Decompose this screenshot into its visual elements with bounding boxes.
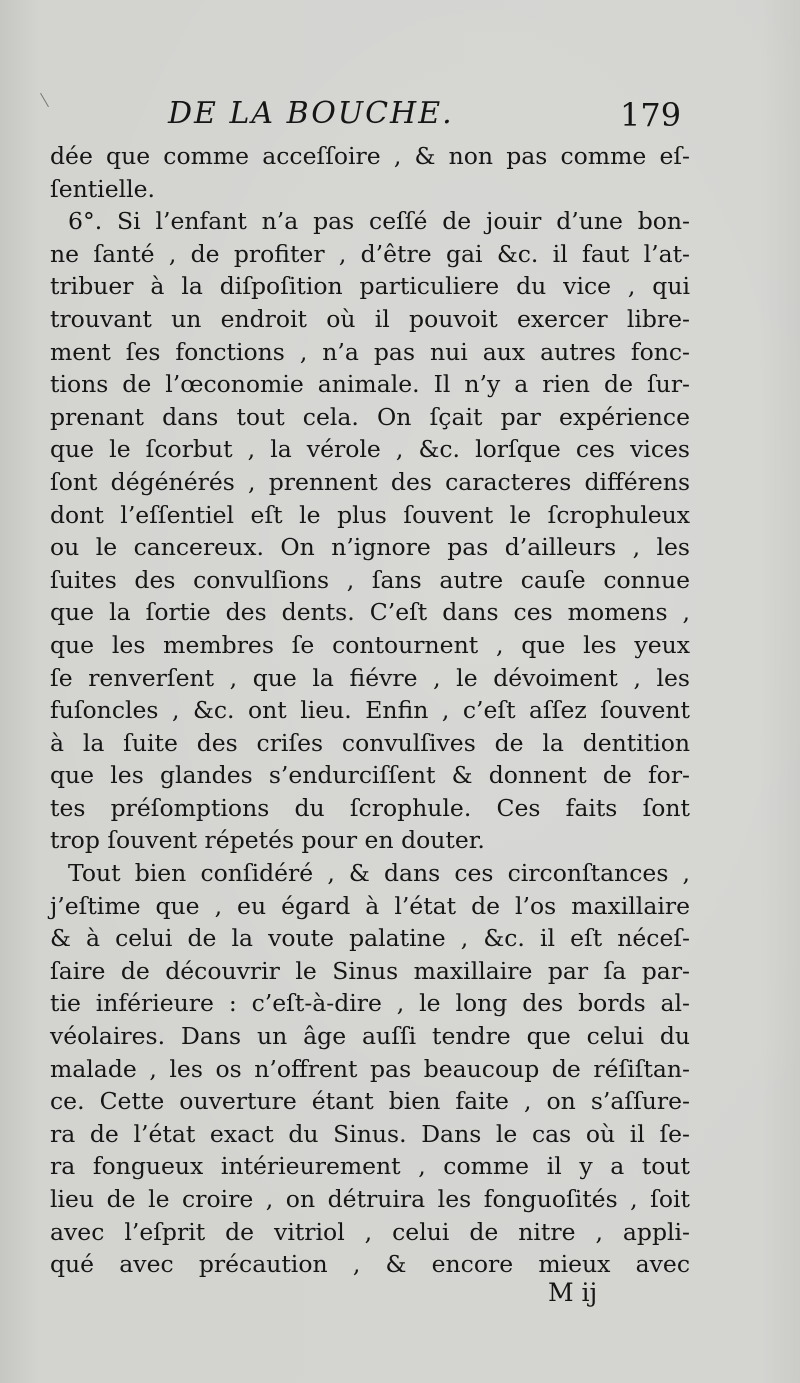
page-number: 179: [620, 96, 682, 134]
text-line: ſe renverſent , que la fiévre , le dévoiment , les: [50, 663, 690, 692]
text-line: ment ſes fonctions , n’a pas nui aux autres fonc-: [50, 337, 690, 366]
text-line: que les glandes s’endurciſſent & donnent de for-: [50, 761, 690, 790]
text-line: tie inférieure : c’eſt-à-dire , le long des bords al-: [50, 989, 690, 1018]
text-line: tes préſomptions du ſcrophule. Ces faits ſont: [50, 793, 690, 822]
text-line: j’eſtime que , eu égard à l’état de l’os maxillaire: [50, 891, 690, 920]
running-head: DE LA BOUCHE.: [168, 96, 454, 131]
text-line: véolaires. Dans un âge auſſi tendre que celui du: [50, 1022, 690, 1051]
text-line: prenant dans tout cela. On ſçait par expérience: [50, 402, 690, 431]
text-line: à la ſuite des criſes convulſives de la dentition: [50, 728, 690, 757]
text-line: ne ſanté , de profiter , d’être gai &c. il faut l’at-: [50, 239, 690, 268]
text-line: que la ſortie des dents. C’eſt dans ces momens ,: [50, 598, 690, 627]
text-line: dée que comme acceſſoire , & non pas comme eſ-: [50, 142, 690, 170]
body-text: [50, 140, 690, 1281]
text-line: tribuer à la diſpoſition particuliere du vice , qui: [50, 272, 690, 301]
text-line: Tout bien conſidéré , & dans ces circonſtances ,: [68, 859, 690, 888]
text-line: qué avec précaution , & encore mieux avec: [50, 1250, 690, 1279]
text-line: ce. Cette ouverture étant bien faite , on s’aſſure-: [50, 1087, 690, 1116]
text-line: 6°. Si l’enfant n’a pas ceſſé de jouir d’une bon-: [68, 207, 690, 236]
text-line: ou le cancereux. On n’ignore pas d’ailleurs , les: [50, 533, 690, 562]
text-line: avec l’eſprit de vitriol , celui de nitre , appli-: [50, 1217, 690, 1246]
text-line: que le ſcorbut , la vérole , &c. lorſque ces vices: [50, 435, 690, 464]
text-line: ſaire de découvrir le Sinus maxillaire par ſa par-: [50, 956, 690, 985]
text-line: ra fongueux intérieurement , comme il y a tout: [50, 1152, 690, 1181]
signature-mark: M ij: [548, 1278, 598, 1307]
text-line: malade , les os n’offrent pas beaucoup de réſiſtan-: [50, 1054, 690, 1083]
text-line: que les membres ſe contournent , que les yeux: [50, 630, 690, 659]
text-line: lieu de le croire , on détruira les fonguoſités , ſoit: [50, 1185, 690, 1213]
text-line: ſentielle.: [50, 174, 156, 203]
margin-mark: [40, 93, 49, 107]
text-line: & à celui de la voute palatine , &c. il eſt néceſ-: [50, 924, 690, 953]
text-line: trouvant un endroit où il pouvoit exercer libre-: [50, 304, 690, 333]
text-line: tions de l’œconomie animale. Il n’y a rien de ſur-: [50, 370, 690, 399]
text-line: dont l’eſſentiel eſt le plus ſouvent le ſcrophuleux: [50, 500, 690, 529]
text-line: ra de l’état exact du Sinus. Dans le cas où il ſe-: [50, 1119, 690, 1148]
text-line: fuſoncles , &c. ont lieu. Enfin , c’eſt aſſez ſouvent: [50, 696, 690, 725]
text-line: trop ſouvent répetés pour en douter.: [50, 826, 485, 855]
text-line: ſont dégénérés , prennent des caracteres différens: [50, 467, 690, 496]
text-line: ſuites des convulſions , ſans autre cauſe connue: [50, 565, 690, 594]
